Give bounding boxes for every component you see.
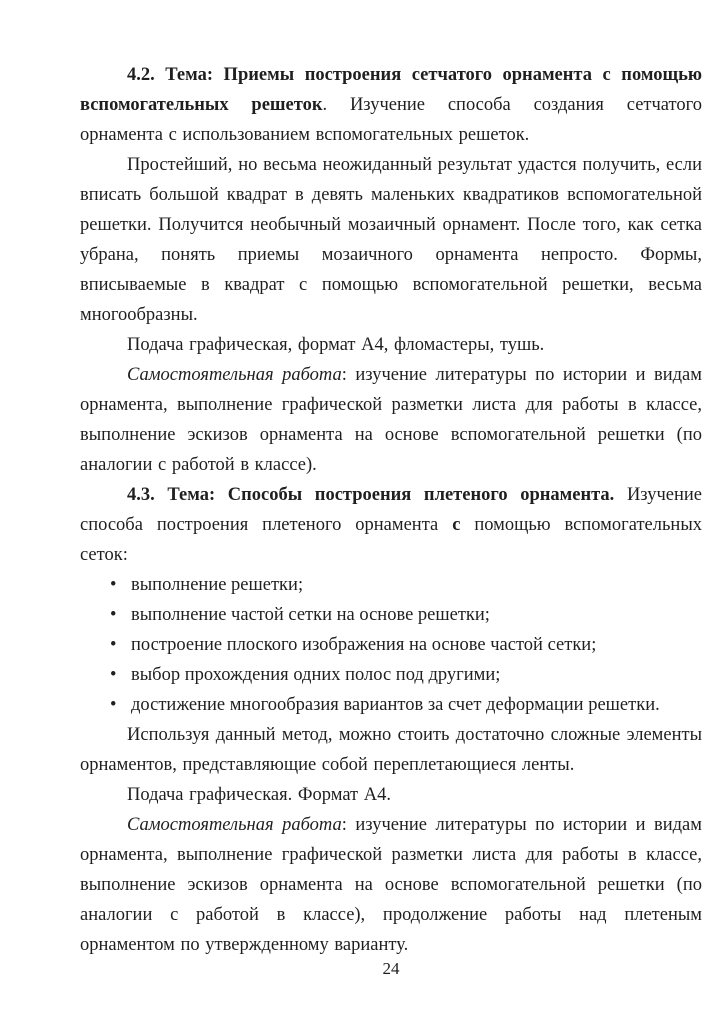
text-run: с (452, 515, 461, 535)
list-item-text: выполнение решетки; (131, 575, 304, 595)
text-run: : изучение литературы по истории и видам орнамента, выполнение графической разметки листа для работы в классе, выполнение эскизов орнамента на основе вспомогательной решетки (по аналогии с работой в классе). (80, 365, 702, 475)
list-item (80, 630, 702, 660)
paragraph (80, 360, 702, 480)
paragraph (80, 480, 702, 570)
list-item-text: выполнение частой сетки на основе решетки; (131, 605, 490, 625)
paragraph (80, 810, 702, 960)
text-run: Самостоятельная работа (127, 365, 342, 385)
text-run: 4.3. Тема: Способы построения плетеного орнамента. (127, 485, 615, 505)
paragraph (80, 60, 702, 150)
list-item (80, 570, 702, 600)
bullet-icon: • (110, 665, 117, 685)
list-item (80, 690, 702, 720)
document-body (80, 60, 702, 960)
list-item-text: достижение многообразия вариантов за счет деформации решетки. (131, 695, 660, 715)
bullet-icon: • (110, 575, 117, 595)
list-item (80, 660, 702, 690)
text-run: Подача графическая, формат А4, фломастеры, тушь. (127, 335, 545, 355)
text-run: : изучение литературы по истории и видам орнамента, выполнение графической разметки листа для работы в классе, выполнение эскизов орнамента на основе вспомогательной решетки (по аналогии с работой в классе), продолжение работы над плетеным орнаментом по утвержденному варианту. (80, 815, 702, 955)
paragraph (80, 720, 702, 780)
text-run: Подача графическая. Формат А4. (127, 785, 391, 805)
page-number: 24 (382, 959, 400, 978)
list-item-text: выбор прохождения одних полос под другими; (131, 665, 501, 685)
bullet-icon: • (110, 605, 117, 625)
text-run: Используя данный метод, можно стоить достаточно сложные элементы орнаментов, представляющие собой переплетающиеся ленты. (80, 725, 702, 775)
bullet-icon: • (110, 635, 117, 655)
text-run: помощью вспомогательных сеток: (80, 515, 703, 565)
text-run: Изучение способа построения плетеного орнамента (80, 485, 702, 535)
paragraph (80, 330, 702, 360)
paragraph (80, 780, 702, 810)
paragraph (80, 150, 702, 330)
bullet-icon: • (110, 695, 117, 715)
list-item (80, 600, 702, 630)
list-item-text: построение плоского изображения на основе частой сетки; (131, 635, 597, 655)
text-run: Самостоятельная работа (127, 815, 342, 835)
text-run: . Изучение способа создания сетчатого орнамента с использованием вспомогательных решеток. (80, 95, 702, 145)
bullet-list (80, 570, 702, 720)
text-run: 4.2. Тема: Приемы построения сетчатого орнамента с помощью вспомогательных решеток (80, 65, 702, 115)
text-run: Простейший, но весьма неожиданный результат удастся получить, если вписать большой квадрат в девять маленьких квадратиков вспомогательной решетки. Получится необычный мозаичный орнамент. После того, как сетка убрана, понять приемы мозаичного орнамента непросто. Формы, вписываемые в квадрат с помощью вспомогательной решетки, весьма многообразны. (80, 155, 702, 325)
